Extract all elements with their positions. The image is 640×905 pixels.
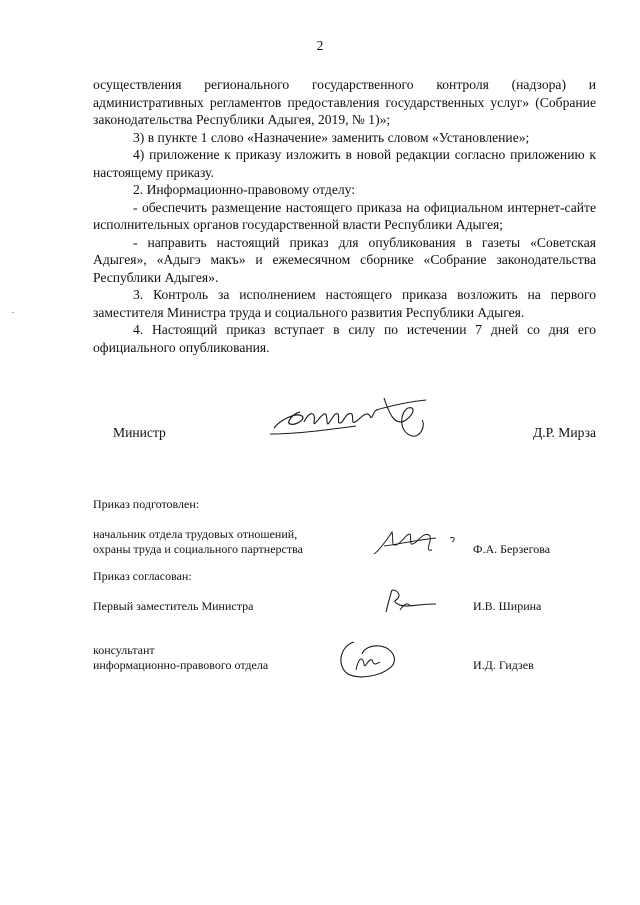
consultant-role-line2: информационно-правового отдела [93,658,269,672]
prepared-role-line1: начальник отдела трудовых отношений, [93,527,298,541]
prepared-name: Ф.А. Берзегова [473,542,551,556]
paragraph-publish-newspapers: - направить настоящий приказ для опубликования в газеты «Советская Адыгея», «Адыгэ макъ» и ежемесячном сборнике «Собрание законодательства Республики Адыгея». [93,234,596,285]
margin-scan-mark [12,312,14,313]
paragraph-section-2: 2. Информационно-правовому отделу: [133,182,356,197]
shirina-handwritten-signature [378,586,448,618]
first-deputy-name: И.В. Ширина [473,599,542,613]
paragraph-section-3: 3. Контроль за исполнением настоящего приказа возложить на первого заместителя Министра труда и социального развития Республики Адыгея. [93,287,596,320]
paragraph-item-3: 3) в пункте 1 слово «Назначение» заменить словом «Установление»; [133,129,530,145]
paragraph-item-4: 4) приложение к приказу изложить в новой редакции согласно приложению к настоящему приказу. [93,147,596,180]
first-deputy-role: Первый заместитель Министра [93,599,254,613]
paragraph-publish-site: - обеспечить размещение настоящего приказа на официальном интернет-сайте исполнительных органов государственной власти Республики Адыгея; [93,199,596,232]
agreed-heading: Приказ согласован: [93,569,192,583]
signature-row [113,425,596,447]
paragraph-continuation: осуществления регионального государственного контроля (надзора) и административных регламентов предоставления государственных услуг» (Собрание законодательства Республики Адыгея, 2019, № 1)»; [93,77,596,127]
paragraph-section-4: 4. Настоящий приказ вступает в силу по истечении 7 дней со дня его официального опубликования. [93,322,596,355]
berzegova-handwritten-signature [370,522,460,562]
consultant-role-line1: консультант [93,643,155,657]
signature-name: Д.Р. Мирза [532,425,596,440]
document-body [93,76,596,356]
page-number: 2 [316,38,324,53]
gidzev-handwritten-signature [334,636,404,682]
prepared-heading: Приказ подготовлен: [93,497,200,511]
consultant-name: И.Д. Гидзев [473,658,534,672]
signature-role: Министр [113,425,166,440]
prepared-role-line2: охраны труда и социального партнерства [93,542,303,556]
